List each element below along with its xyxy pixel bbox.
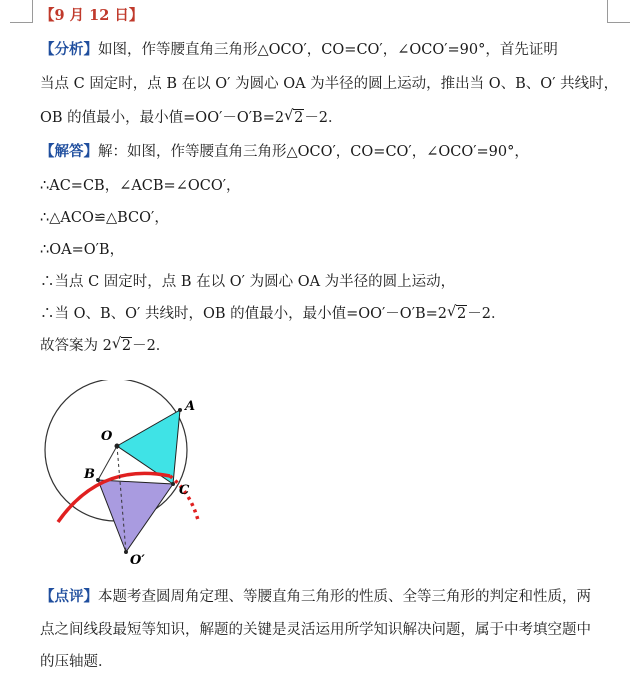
triangle-bco bbox=[98, 480, 173, 552]
corner-mark-left bbox=[10, 0, 33, 23]
analysis-text-1: 如图，作等腰直角三角形△OCO′，CO=CO′，∠OCO′=90°，首先证明 bbox=[98, 42, 558, 58]
comment-line-3 bbox=[40, 652, 622, 672]
solution-text-7: 故答案为 2 bbox=[40, 338, 112, 354]
comment-line-2 bbox=[40, 620, 622, 640]
label-c: C bbox=[179, 483, 190, 498]
solution-text-7-end: －2． bbox=[132, 338, 171, 354]
analysis-tag: 【分析】 bbox=[40, 41, 98, 58]
analysis-text-2: 当点 C 固定时，点 B 在以 O′ 为圆心 OA 为半径的圆上运动，推出当 O、B、O′ 共线时， bbox=[40, 76, 619, 92]
label-a: A bbox=[185, 399, 196, 414]
solution-text-6: ∴当 O、B、O′ 共线时，OB 的值最小，最小值=OO′－O′B=2 bbox=[40, 306, 448, 322]
analysis-text-3: OB 的值最小，最小值=OO′－O′B=2 bbox=[40, 110, 285, 126]
comment-text-1: 本题考查圆周角定理、等腰直角三角形的性质、全等三角形的判定和性质，两 bbox=[98, 589, 591, 605]
label-oprime: O′ bbox=[130, 553, 145, 568]
segment-ob bbox=[98, 446, 117, 480]
point-o bbox=[115, 444, 120, 449]
sqrt-expression bbox=[112, 336, 132, 356]
solution-line-3 bbox=[40, 208, 622, 228]
comment-tag: 【点评】 bbox=[40, 588, 98, 605]
solution-text-6-end: －2． bbox=[467, 306, 506, 322]
label-o: O bbox=[101, 429, 113, 444]
solution-text-4: ∴OA=O′B， bbox=[40, 242, 125, 258]
comment-line-1 bbox=[40, 587, 622, 607]
solution-line-5 bbox=[40, 272, 622, 292]
sqrt-expression bbox=[284, 108, 304, 128]
solution-text-1: 解：如图，作等腰直角三角形△OCO′，CO=CO′，∠OCO′=90°， bbox=[98, 144, 529, 160]
geometry-figure bbox=[40, 380, 220, 570]
solution-line-1 bbox=[40, 142, 622, 162]
comment-text-3: 的压轴题． bbox=[40, 654, 113, 670]
sqrt-radicand: 2 bbox=[457, 306, 467, 322]
solution-text-2: ∴AC=CB，∠ACB=∠OCO′， bbox=[40, 178, 241, 194]
sqrt-radicand: 2 bbox=[294, 110, 304, 126]
point-b bbox=[96, 478, 100, 482]
point-oprime bbox=[124, 550, 128, 554]
comment-text-2: 点之间线段最短等知识，解题的关键是灵活运用所学知识解决问题，属于中考填空题中 bbox=[40, 622, 591, 638]
sqrt-radicand: 2 bbox=[121, 338, 132, 354]
analysis-line-3 bbox=[40, 108, 622, 128]
solution-text-5: ∴当点 C 固定时，点 B 在以 O′ 为圆心 OA 为半径的圆上运动， bbox=[40, 274, 456, 290]
analysis-text-3-end: －2． bbox=[304, 110, 343, 126]
solution-line-6 bbox=[40, 304, 622, 324]
point-a bbox=[178, 408, 182, 412]
analysis-line-2 bbox=[40, 74, 622, 94]
label-b: B bbox=[84, 467, 95, 482]
date-tag: 【9 月 12 日】 bbox=[40, 7, 144, 24]
analysis-line-1 bbox=[40, 40, 622, 60]
solution-line-2 bbox=[40, 176, 622, 196]
solution-text-3: ∴△ACO≌△BCO′， bbox=[40, 210, 169, 226]
point-c bbox=[171, 482, 175, 486]
sqrt-expression bbox=[447, 304, 467, 324]
date-heading bbox=[40, 6, 622, 26]
solution-tag: 【解答】 bbox=[40, 143, 98, 160]
solution-line-4 bbox=[40, 240, 622, 260]
solution-line-7 bbox=[40, 336, 622, 356]
